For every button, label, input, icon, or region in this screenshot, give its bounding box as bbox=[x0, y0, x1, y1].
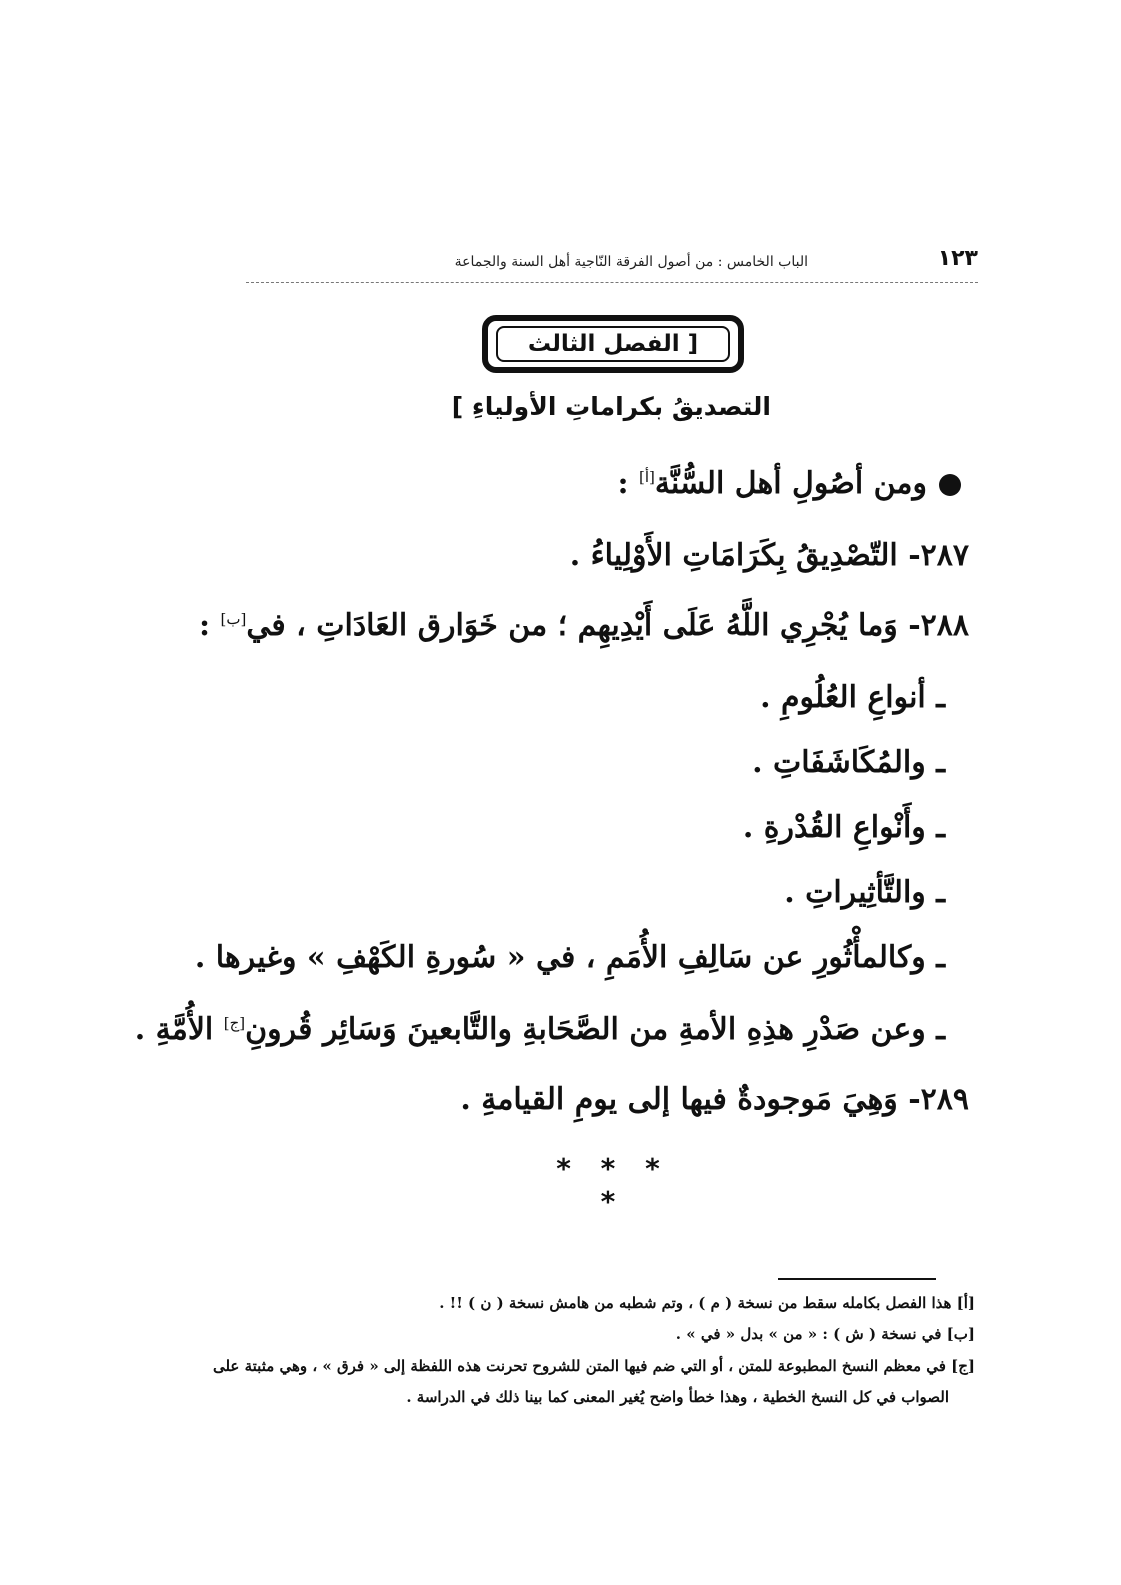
item-288 bbox=[199, 608, 969, 643]
footnote-marker-b: [ب] bbox=[220, 610, 247, 628]
item-289: ٢٨٩- وَهِيَ مَوجودةٌ فيها إلى يومِ القيامةِ . bbox=[460, 1082, 969, 1117]
intro-colon: : bbox=[617, 466, 640, 501]
footnote-b: [ب] في نسخة ( ش ) : « من » بدل « في » . bbox=[675, 1325, 975, 1343]
intro-text: ومن أصُولِ أهل السُّنَّة bbox=[654, 466, 927, 501]
running-header bbox=[246, 248, 978, 283]
line-sadr-tail: الأُمَّةِ . bbox=[134, 1012, 224, 1047]
line-sadr bbox=[135, 1012, 945, 1047]
section-separator: * * * * bbox=[556, 1152, 670, 1218]
chapter-title: [ الفصل الثالث bbox=[496, 326, 730, 362]
footnote-marker-c: [ج] bbox=[223, 1014, 246, 1032]
page-number: ١٢٣ bbox=[937, 246, 978, 271]
list-item: ـ والتَّأثِيراتِ . bbox=[784, 875, 945, 910]
running-header-title: الباب الخامس : من أصول الفرقة النّاجية أهل السنة والجماعة bbox=[454, 254, 808, 270]
footnote-divider bbox=[778, 1278, 936, 1280]
bullet-icon bbox=[939, 474, 961, 496]
line-ma-thur: ـ وكالمأْثُورِ عن سَالِفِ الأُمَمِ ، في « سُورةِ الكَهْفِ » وغيرها . bbox=[194, 940, 945, 975]
list-item: ـ وأَنْواعِ القُدْرةِ . bbox=[742, 810, 945, 845]
item-288-text: ٢٨٨- وَما يُجْرِي اللَّهُ عَلَى أَيْدِيهِم ؛ من خَوَارق العَادَاتِ ، في bbox=[246, 608, 969, 643]
footnote-c-line-1: [ج] في معظم النسخ المطبوعة للمتن ، أو التي ضم فيها المتن للشروح تحرنت هذه اللفظة إلى « فرق » ، وهي مثبتة على bbox=[212, 1357, 975, 1375]
intro-line bbox=[618, 466, 962, 501]
line-sadr-text: ـ وعن صَدْرِ هذِهِ الأمةِ من الصَّحَابةِ والتَّابعينَ وَسَائِر قُرونِ bbox=[245, 1012, 945, 1047]
footnote-marker-a: [أ] bbox=[639, 468, 655, 486]
chapter-subtitle: التصديقُ بكراماتِ الأولياءِ ] bbox=[451, 392, 771, 421]
list-item: ـ أنواعِ العُلُومِ . bbox=[760, 680, 945, 715]
item-288-colon: : bbox=[198, 608, 221, 643]
chapter-title-frame bbox=[482, 315, 744, 373]
footnote-a: [أ] هذا الفصل بكامله سقط من نسخة ( م ) ، وتم شطبه من هامش نسخة ( ن ) !! . bbox=[439, 1294, 975, 1312]
list-item: ـ والمُكَاشَفَاتِ . bbox=[752, 745, 945, 780]
item-287: ٢٨٧- التّصْدِيقُ بِكَرَامَاتِ الأَوْلِياءُ . bbox=[569, 538, 969, 573]
footnote-c-line-2: الصواب في كل النسخ الخطية ، وهذا خطأ واضح يُغير المعنى كما بينا ذلك في الدراسة . bbox=[406, 1388, 949, 1406]
